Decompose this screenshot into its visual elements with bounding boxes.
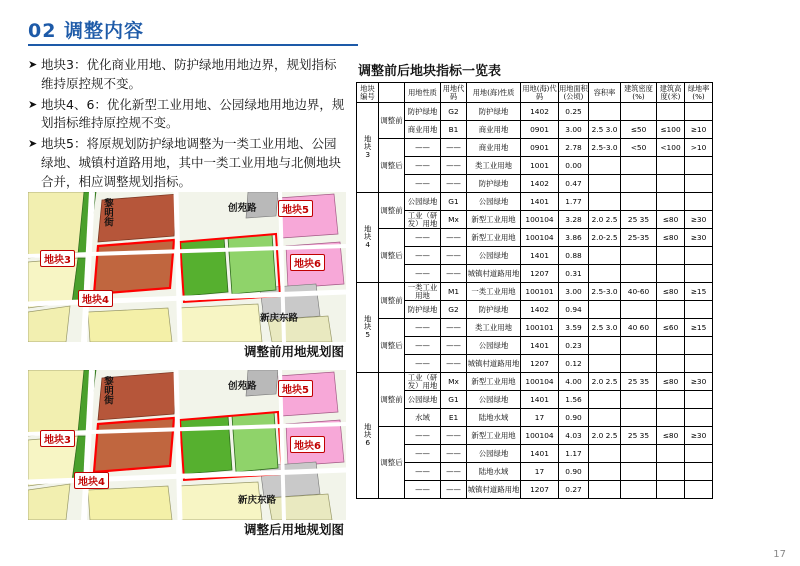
cell-5: 2.0 2.5 — [589, 373, 621, 391]
cell-2: 商业用地 — [467, 121, 521, 139]
map-label-block6: 地块6 — [290, 254, 325, 271]
header-block-id: 地块编号 — [357, 83, 379, 103]
table-row — [357, 121, 713, 139]
cell-5 — [589, 157, 621, 175]
cell-5 — [589, 391, 621, 409]
cell-7 — [657, 175, 685, 193]
cell-0: —— — [405, 463, 441, 481]
table-row — [357, 283, 713, 301]
header-height: 建筑高度(米) — [657, 83, 685, 103]
cell-1: Mx — [441, 373, 467, 391]
cell-5 — [589, 481, 621, 499]
road-label: 创苑路 — [228, 203, 257, 214]
cell-5 — [589, 463, 621, 481]
cell-8: ≥30 — [685, 373, 713, 391]
cell-block-id: 地块4 — [357, 193, 379, 283]
cell-6 — [621, 103, 657, 121]
cell-8 — [685, 103, 713, 121]
cell-2: 城镇村道路用地 — [467, 355, 521, 373]
cell-0: —— — [405, 157, 441, 175]
cell-7 — [657, 337, 685, 355]
page-number: 17 — [773, 549, 786, 560]
cell-3: 1402 — [521, 175, 559, 193]
cell-6 — [621, 445, 657, 463]
cell-0: 公园绿地 — [405, 193, 441, 211]
cell-0: —— — [405, 481, 441, 499]
cell-2: 一类工业用地 — [467, 283, 521, 301]
cell-5 — [589, 247, 621, 265]
cell-7: ≤80 — [657, 283, 685, 301]
cell-7 — [657, 445, 685, 463]
cell-5 — [589, 175, 621, 193]
bullet-text: 地块4、6：优化新型工业用地、公园绿地用地边界，规划指标维持原控规不变。 — [41, 96, 345, 131]
list-item — [28, 135, 348, 191]
cell-1: G1 — [441, 193, 467, 211]
cell-3: 100101 — [521, 283, 559, 301]
cell-2: 公园绿地 — [467, 337, 521, 355]
cell-phase: 调整后 — [379, 427, 405, 499]
cell-1: —— — [441, 157, 467, 175]
cell-4: 0.12 — [559, 355, 589, 373]
cell-1: —— — [441, 229, 467, 247]
cell-phase: 调整后 — [379, 229, 405, 283]
cell-3: 17 — [521, 409, 559, 427]
cell-5: 2.0-2.5 — [589, 229, 621, 247]
cell-3: 1401 — [521, 391, 559, 409]
table-row — [357, 373, 713, 391]
cell-3: 1402 — [521, 301, 559, 319]
table-row — [357, 337, 713, 355]
map-label-block6: 地块6 — [290, 436, 325, 453]
map-label-block5: 地块5 — [278, 200, 313, 217]
cell-6 — [621, 301, 657, 319]
table-row — [357, 229, 713, 247]
indicators-table — [356, 82, 713, 499]
header-land-sea-use: 用地(海)性质 — [467, 83, 521, 103]
table-row — [357, 427, 713, 445]
cell-6 — [621, 337, 657, 355]
cell-4: 1.17 — [559, 445, 589, 463]
cell-1: —— — [441, 463, 467, 481]
cell-4: 0.25 — [559, 103, 589, 121]
table-row — [357, 193, 713, 211]
table-row — [357, 355, 713, 373]
cell-6 — [621, 175, 657, 193]
cell-3: 1401 — [521, 193, 559, 211]
road-label: 新庆东路 — [238, 495, 277, 506]
table-row — [357, 319, 713, 337]
cell-6: 40-60 — [621, 283, 657, 301]
road-label: 创苑路 — [228, 381, 257, 392]
table-row — [357, 139, 713, 157]
cell-3: 1001 — [521, 157, 559, 175]
cell-0: —— — [405, 175, 441, 193]
cell-5 — [589, 409, 621, 427]
cell-2: 公园绿地 — [467, 193, 521, 211]
cell-6 — [621, 247, 657, 265]
cell-8: ≥15 — [685, 283, 713, 301]
cell-7 — [657, 103, 685, 121]
cell-8 — [685, 445, 713, 463]
cell-1: M1 — [441, 283, 467, 301]
cell-4: 0.94 — [559, 301, 589, 319]
cell-7: ≤80 — [657, 229, 685, 247]
cell-8 — [685, 175, 713, 193]
table-header-row — [357, 83, 713, 103]
cell-5: 2.5 3.0 — [589, 121, 621, 139]
cell-8 — [685, 409, 713, 427]
header-far: 容积率 — [589, 83, 621, 103]
cell-7 — [657, 481, 685, 499]
cell-8 — [685, 463, 713, 481]
cell-0: 一类工业用地 — [405, 283, 441, 301]
cell-4: 1.56 — [559, 391, 589, 409]
cell-3: 100104 — [521, 211, 559, 229]
cell-4: 0.27 — [559, 481, 589, 499]
cell-4: 0.31 — [559, 265, 589, 283]
cell-8 — [685, 301, 713, 319]
cell-block-id: 地块5 — [357, 283, 379, 373]
cell-3: 1207 — [521, 355, 559, 373]
cell-6 — [621, 391, 657, 409]
cell-2: 陆地水域 — [467, 409, 521, 427]
cell-5 — [589, 193, 621, 211]
cell-2: 新型工业用地 — [467, 427, 521, 445]
header-land-code: 用地代码 — [441, 83, 467, 103]
cell-7 — [657, 247, 685, 265]
cell-4: 4.00 — [559, 373, 589, 391]
cell-3: 1401 — [521, 247, 559, 265]
bullet-text: 地块5：将原规划防护绿地调整为一类工业用地、公园绿地、城镇村道路用地，其中一类工业用地与北侧地块合并，相应调整规划指标。 — [41, 136, 342, 189]
cell-0: —— — [405, 229, 441, 247]
map-label-block3: 地块3 — [40, 250, 75, 267]
map-after — [28, 370, 346, 520]
cell-2: 防护绿地 — [467, 175, 521, 193]
cell-0: 水域 — [405, 409, 441, 427]
cell-6: ≤50 — [621, 121, 657, 139]
cell-0: —— — [405, 445, 441, 463]
cell-3: 17 — [521, 463, 559, 481]
cell-2: 防护绿地 — [467, 301, 521, 319]
cell-6 — [621, 409, 657, 427]
cell-7 — [657, 391, 685, 409]
map-before — [28, 192, 346, 342]
list-item — [28, 96, 348, 134]
cell-0: —— — [405, 355, 441, 373]
cell-8 — [685, 391, 713, 409]
cell-1: —— — [441, 355, 467, 373]
cell-7 — [657, 409, 685, 427]
cell-block-id: 地块6 — [357, 373, 379, 499]
cell-8 — [685, 157, 713, 175]
cell-6: 25 35 — [621, 427, 657, 445]
cell-1: G2 — [441, 103, 467, 121]
cell-1: B1 — [441, 121, 467, 139]
cell-3: 1402 — [521, 103, 559, 121]
table-row — [357, 409, 713, 427]
cell-8 — [685, 265, 713, 283]
cell-7 — [657, 265, 685, 283]
table-title: 调整前后地块指标一览表 — [358, 64, 502, 79]
header-phase — [379, 83, 405, 103]
cell-1: —— — [441, 175, 467, 193]
cell-6 — [621, 355, 657, 373]
cell-3: 0901 — [521, 121, 559, 139]
cell-6: 40 60 — [621, 319, 657, 337]
cell-5 — [589, 355, 621, 373]
cell-5: 2.5-3.0 — [589, 283, 621, 301]
cell-4: 0.90 — [559, 409, 589, 427]
cell-7 — [657, 355, 685, 373]
cell-2: 新型工业用地 — [467, 211, 521, 229]
cell-0: 工业（研发）用地 — [405, 373, 441, 391]
cell-phase: 调整前 — [379, 373, 405, 427]
cell-3: 1401 — [521, 337, 559, 355]
cell-4: 2.78 — [559, 139, 589, 157]
table-row — [357, 211, 713, 229]
cell-phase: 调整前 — [379, 283, 405, 319]
cell-6 — [621, 193, 657, 211]
cell-5: 2.0 2.5 — [589, 211, 621, 229]
cell-8: ≥30 — [685, 211, 713, 229]
cell-1: —— — [441, 427, 467, 445]
cell-4: 0.00 — [559, 157, 589, 175]
cell-6 — [621, 481, 657, 499]
cell-5: 2.5 3.0 — [589, 319, 621, 337]
cell-3: 100104 — [521, 229, 559, 247]
cell-0: —— — [405, 427, 441, 445]
cell-8 — [685, 193, 713, 211]
cell-4: 0.47 — [559, 175, 589, 193]
cell-4: 3.86 — [559, 229, 589, 247]
cell-1: —— — [441, 481, 467, 499]
cell-8 — [685, 337, 713, 355]
cell-4: 3.00 — [559, 283, 589, 301]
cell-1: Mx — [441, 211, 467, 229]
cell-1: G2 — [441, 301, 467, 319]
cell-8: ≥30 — [685, 229, 713, 247]
cell-4: 1.77 — [559, 193, 589, 211]
cell-1: —— — [441, 319, 467, 337]
cell-3: 0901 — [521, 139, 559, 157]
cell-0: 商业用地 — [405, 121, 441, 139]
cell-phase: 调整前 — [379, 103, 405, 139]
header-green-ratio: 绿地率(%) — [685, 83, 713, 103]
cell-4: 0.23 — [559, 337, 589, 355]
cell-block-id: 地块3 — [357, 103, 379, 193]
cell-2: 类工业用地 — [467, 319, 521, 337]
cell-6 — [621, 265, 657, 283]
cell-7: ≤100 — [657, 121, 685, 139]
cell-7 — [657, 157, 685, 175]
cell-6: <50 — [621, 139, 657, 157]
table-row — [357, 157, 713, 175]
cell-2: 城镇村道路用地 — [467, 265, 521, 283]
header-density: 建筑密度(%) — [621, 83, 657, 103]
cell-8 — [685, 481, 713, 499]
map-label-block5: 地块5 — [278, 380, 313, 397]
cell-1: G1 — [441, 391, 467, 409]
cell-2: 新型工业用地 — [467, 373, 521, 391]
cell-3: 100104 — [521, 373, 559, 391]
cell-6: 25 35 — [621, 373, 657, 391]
cell-7 — [657, 301, 685, 319]
cell-7: ≤60 — [657, 319, 685, 337]
cell-2: 城镇村道路用地 — [467, 481, 521, 499]
cell-8 — [685, 247, 713, 265]
header-land-use: 用地性质 — [405, 83, 441, 103]
table-body — [357, 103, 713, 499]
cell-3: 1207 — [521, 265, 559, 283]
cell-5 — [589, 103, 621, 121]
cell-0: —— — [405, 265, 441, 283]
cell-3: 1401 — [521, 445, 559, 463]
cell-5 — [589, 445, 621, 463]
cell-6 — [621, 157, 657, 175]
cell-phase: 调整后 — [379, 139, 405, 193]
cell-8: ≥10 — [685, 121, 713, 139]
map-label-block4: 地块4 — [78, 290, 113, 307]
cell-phase: 调整前 — [379, 193, 405, 229]
table-row — [357, 445, 713, 463]
bullet-text: 地块3：优化商业用地、防护绿地用地边界，规划指标维持原控规不变。 — [41, 57, 337, 91]
cell-7: ≤80 — [657, 427, 685, 445]
cell-7 — [657, 193, 685, 211]
table-row — [357, 463, 713, 481]
cell-0: —— — [405, 247, 441, 265]
cell-2: 公园绿地 — [467, 445, 521, 463]
cell-8: ≥15 — [685, 319, 713, 337]
road-label: 黎明街 — [102, 198, 113, 227]
road-label: 黎明街 — [102, 376, 113, 405]
cell-6: 25-35 — [621, 229, 657, 247]
cell-1: —— — [441, 247, 467, 265]
cell-8: >10 — [685, 139, 713, 157]
cell-2: 防护绿地 — [467, 103, 521, 121]
bullet-marker-icon: ➤ — [28, 58, 38, 71]
cell-3: 1207 — [521, 481, 559, 499]
map-after-caption: 调整后用地规划图 — [243, 522, 344, 537]
cell-2: 陆地水域 — [467, 463, 521, 481]
cell-5: 2.5-3.0 — [589, 139, 621, 157]
cell-0: 防护绿地 — [405, 301, 441, 319]
cell-4: 0.90 — [559, 463, 589, 481]
cell-1: —— — [441, 265, 467, 283]
cell-6: 25 35 — [621, 211, 657, 229]
cell-4: 4.03 — [559, 427, 589, 445]
cell-5 — [589, 337, 621, 355]
map-label-block3: 地块3 — [40, 430, 75, 447]
cell-2: 公园绿地 — [467, 391, 521, 409]
cell-3: 100104 — [521, 427, 559, 445]
table-row — [357, 265, 713, 283]
cell-5 — [589, 301, 621, 319]
cell-7: ≤80 — [657, 373, 685, 391]
cell-phase: 调整后 — [379, 319, 405, 373]
cell-6 — [621, 463, 657, 481]
cell-1: E1 — [441, 409, 467, 427]
table-row — [357, 481, 713, 499]
cell-2: 新型工业用地 — [467, 229, 521, 247]
cell-0: 工业（研发）用地 — [405, 211, 441, 229]
header-land-sea-code: 用地(海)代码 — [522, 83, 557, 101]
cell-2: 公园绿地 — [467, 247, 521, 265]
bullet-marker-icon: ➤ — [28, 137, 38, 150]
table-row — [357, 247, 713, 265]
table-row — [357, 391, 713, 409]
cell-8 — [685, 355, 713, 373]
map-label-block4: 地块4 — [74, 472, 109, 489]
cell-0: —— — [405, 337, 441, 355]
list-item — [28, 56, 348, 94]
table-row — [357, 103, 713, 121]
page-title: 02 调整内容 — [28, 20, 145, 42]
cell-2: 商业用地 — [467, 139, 521, 157]
cell-0: —— — [405, 139, 441, 157]
cell-3: 100101 — [521, 319, 559, 337]
cell-4: 3.28 — [559, 211, 589, 229]
cell-1: —— — [441, 139, 467, 157]
cell-2: 类工业用地 — [467, 157, 521, 175]
map-before-caption: 调整前用地规划图 — [243, 344, 344, 359]
cell-7 — [657, 463, 685, 481]
cell-8: ≥30 — [685, 427, 713, 445]
cell-0: 防护绿地 — [405, 103, 441, 121]
table-row — [357, 301, 713, 319]
cell-4: 3.59 — [559, 319, 589, 337]
cell-5 — [589, 265, 621, 283]
bullet-marker-icon: ➤ — [28, 97, 38, 111]
cell-7: <100 — [657, 139, 685, 157]
header-area: 用地面积(公顷) — [559, 83, 588, 101]
cell-0: 公园绿地 — [405, 391, 441, 409]
cell-1: —— — [441, 445, 467, 463]
title-divider — [28, 44, 358, 46]
cell-5: 2.0 2.5 — [589, 427, 621, 445]
cell-1: —— — [441, 337, 467, 355]
cell-7: ≤80 — [657, 211, 685, 229]
cell-0: —— — [405, 319, 441, 337]
cell-4: 3.00 — [559, 121, 589, 139]
bullet-list — [28, 56, 348, 193]
road-label: 新庆东路 — [260, 313, 299, 324]
table-row — [357, 175, 713, 193]
cell-4: 0.88 — [559, 247, 589, 265]
